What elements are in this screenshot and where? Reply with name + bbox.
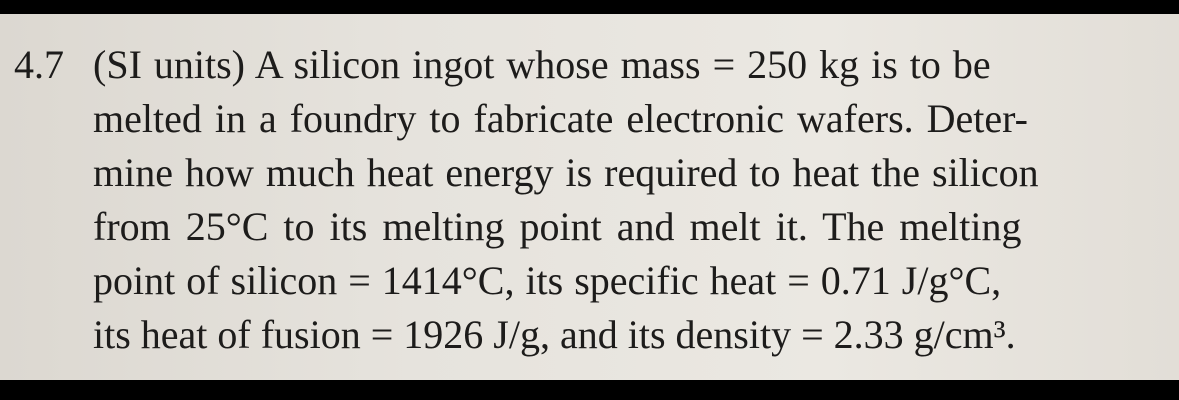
problem-text-line-5: point of silicon = 1414°C, its specific heat = 0.71 J/g°C, bbox=[93, 258, 1002, 303]
problem-text-line-4: from 25°C to its melting point and melt it. The melting bbox=[93, 204, 1022, 249]
problem-line-4 bbox=[0, 200, 1179, 254]
problem-line-3 bbox=[0, 146, 1179, 200]
problem-text-line-3: mine how much heat energy is required to heat the silicon bbox=[93, 150, 1039, 195]
problem-4-7 bbox=[0, 38, 1179, 362]
textbook-page bbox=[0, 14, 1179, 380]
problem-text-line-6: its heat of fusion = 1926 J/g, and its density = 2.33 g/cm³. bbox=[93, 312, 1016, 357]
problem-line-6 bbox=[0, 308, 1179, 362]
problem-text-line-1: (SI units) A silicon ingot whose mass = 250 kg is to be bbox=[93, 42, 991, 87]
problem-line-2 bbox=[0, 92, 1179, 146]
problem-text-line-2: melted in a foundry to fabricate electronic wafers. Deter- bbox=[93, 96, 1028, 141]
problem-line-5 bbox=[0, 254, 1179, 308]
problem-line-1 bbox=[0, 38, 1179, 92]
problem-number: 4.7 bbox=[14, 42, 64, 87]
